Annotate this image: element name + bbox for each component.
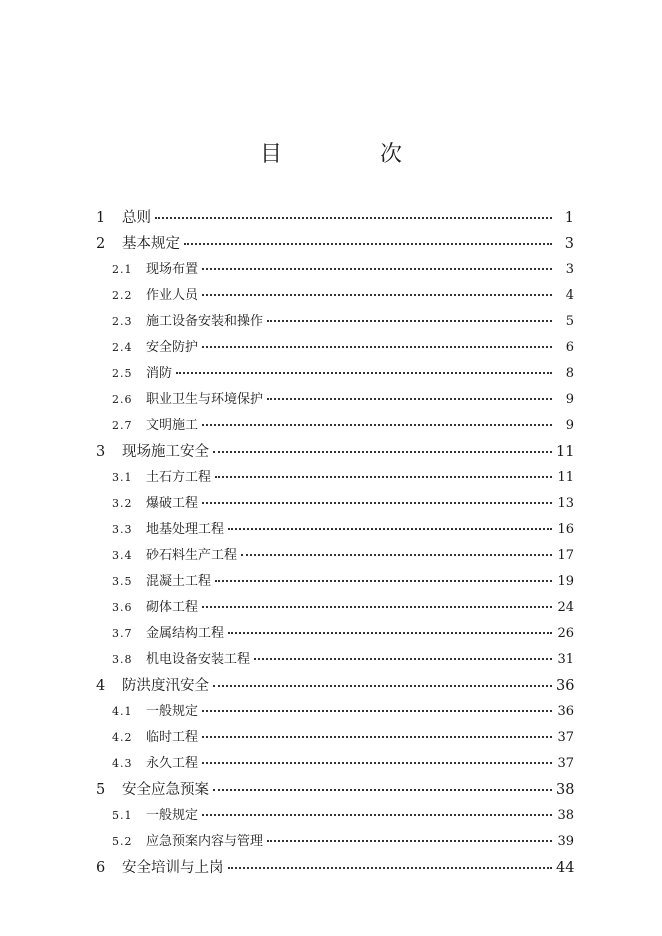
- toc-entry: [96, 674, 574, 695]
- dot-leader: [184, 243, 552, 245]
- toc-entry-label: 总则: [122, 210, 151, 226]
- toc-entry-label: 临时工程: [146, 730, 199, 745]
- toc-entry-number: 2.1: [112, 263, 133, 276]
- toc-entry-page: 44: [556, 860, 575, 876]
- toc-entry-number: 3: [96, 444, 106, 460]
- toc-entry-number: 2.5: [112, 367, 133, 380]
- toc-entry-page: 3: [565, 262, 574, 277]
- toc-entry: [112, 648, 574, 667]
- toc-entry-number: 3.6: [112, 601, 133, 614]
- toc-entry-page: 36: [557, 704, 574, 719]
- dot-leader: [202, 762, 552, 764]
- toc-entry: [112, 570, 574, 589]
- toc-entry-label: 地基处理工程: [146, 522, 225, 537]
- toc-entry: [112, 830, 574, 849]
- toc-entry-number: 2.7: [112, 419, 133, 432]
- toc-entry-label: 应急预案内容与管理: [146, 834, 264, 849]
- toc-entry-number: 3.2: [112, 497, 133, 510]
- toc-entry-label: 爆破工程: [146, 496, 199, 511]
- dot-leader: [213, 789, 552, 791]
- toc-entry-page: 36: [556, 678, 575, 694]
- toc-entry-page: 39: [557, 834, 574, 849]
- toc-entry-label: 文明施工: [146, 418, 199, 433]
- toc-entry-number: 3.3: [112, 523, 133, 536]
- toc-entry-number: 3.4: [112, 549, 133, 562]
- toc-entry-page: 37: [557, 756, 574, 771]
- page-title: 目 次: [259, 142, 440, 167]
- toc-entry-page: 3: [564, 236, 574, 252]
- toc-entry-number: 5.2: [112, 835, 133, 848]
- toc-entry-number: 5: [96, 782, 106, 798]
- toc-entry-page: 13: [557, 496, 574, 511]
- toc-entry-page: 5: [565, 314, 574, 329]
- toc-entry-label: 安全应急预案: [122, 782, 209, 798]
- toc-entry-label: 现场施工安全: [122, 444, 209, 460]
- toc-entry-page: 6: [565, 340, 574, 355]
- toc-entry: [96, 440, 574, 461]
- toc-entry: [112, 414, 574, 433]
- toc-entry-number: 2.4: [112, 341, 133, 354]
- toc-entry: [112, 622, 574, 641]
- dot-leader: [228, 632, 552, 634]
- dot-leader: [267, 840, 552, 842]
- toc-entry: [112, 336, 574, 355]
- toc-entry-page: 19: [557, 574, 574, 589]
- toc-entry-label: 砌体工程: [146, 600, 199, 615]
- toc-entry-page: 8: [565, 366, 574, 381]
- toc-entry-label: 金属结构工程: [146, 626, 225, 641]
- toc-entry-number: 3.8: [112, 653, 133, 666]
- toc-entry-page: 11: [556, 444, 575, 460]
- dot-leader: [202, 606, 552, 608]
- dot-leader: [241, 554, 552, 556]
- toc-entry-label: 基本规定: [122, 236, 180, 252]
- toc-entry-number: 4.2: [112, 731, 133, 744]
- toc-entry-number: 3.7: [112, 627, 133, 640]
- toc-entry-page: 16: [557, 522, 574, 537]
- toc-entry-page: 9: [565, 418, 574, 433]
- dot-leader: [215, 580, 552, 582]
- toc-entry-page: 38: [556, 782, 575, 798]
- toc-entry-number: 6: [96, 860, 106, 876]
- toc-entry-label: 现场布置: [146, 262, 199, 277]
- toc-entry-label: 土石方工程: [146, 470, 212, 485]
- toc-entry: [112, 362, 574, 381]
- toc-entry-label: 防洪度汛安全: [122, 678, 209, 694]
- toc-entry-number: 4: [96, 678, 106, 694]
- dot-leader: [155, 217, 552, 219]
- toc-entry-number: 4.1: [112, 705, 133, 718]
- toc-entry: [112, 466, 574, 485]
- dot-leader: [228, 528, 552, 530]
- dot-leader: [202, 294, 552, 296]
- dot-leader: [213, 451, 552, 453]
- dot-leader: [176, 372, 552, 374]
- dot-leader: [202, 814, 552, 816]
- dot-leader: [254, 658, 552, 660]
- toc-entry-number: 2: [96, 236, 106, 252]
- toc-entry: [112, 310, 574, 329]
- toc-entry: [112, 258, 574, 277]
- toc-entry-label: 永久工程: [146, 756, 199, 771]
- toc-entry-number: 1: [96, 210, 106, 226]
- toc-entry: [112, 726, 574, 745]
- toc-entry-page: 26: [557, 626, 574, 641]
- toc-entry: [112, 804, 574, 823]
- toc-entry: [112, 284, 574, 303]
- toc-entry-page: 9: [565, 392, 574, 407]
- toc-entry-number: 5.1: [112, 809, 133, 822]
- toc-entry-number: 2.2: [112, 289, 133, 302]
- dot-leader: [202, 268, 552, 270]
- toc-entry: [96, 856, 574, 877]
- toc-entry: [112, 518, 574, 537]
- toc-entry-page: 37: [557, 730, 574, 745]
- dot-leader: [267, 320, 552, 322]
- toc-entry-label: 安全培训与上岗: [122, 860, 224, 876]
- toc-entry: [112, 492, 574, 511]
- toc-entry-number: 3.5: [112, 575, 133, 588]
- toc-entry-label: 一般规定: [146, 808, 199, 823]
- toc-entry-label: 安全防护: [146, 340, 199, 355]
- dot-leader: [202, 502, 552, 504]
- toc-entry-page: 31: [557, 652, 574, 667]
- toc-entry-label: 混凝土工程: [146, 574, 212, 589]
- toc-entry: [96, 206, 574, 227]
- dot-leader: [215, 476, 552, 478]
- toc-entry-page: 1: [564, 210, 574, 226]
- toc-entry: [112, 596, 574, 615]
- dot-leader: [267, 398, 552, 400]
- toc-entry-number: 4.3: [112, 757, 133, 770]
- toc-entry-page: 24: [557, 600, 574, 615]
- toc-entry-label: 消防: [146, 366, 173, 381]
- toc-entry-number: 2.3: [112, 315, 133, 328]
- toc-entry-page: 38: [557, 808, 574, 823]
- toc-entry-label: 作业人员: [146, 288, 199, 303]
- toc-entry: [112, 544, 574, 563]
- toc-entry-label: 职业卫生与环境保护: [146, 392, 264, 407]
- toc-entry: [112, 700, 574, 719]
- dot-leader: [202, 736, 552, 738]
- dot-leader: [202, 424, 552, 426]
- toc-entry-number: 3.1: [112, 471, 133, 484]
- toc-entry-label: 一般规定: [146, 704, 199, 719]
- toc-entry-page: 4: [565, 288, 574, 303]
- toc-entry-page: 11: [557, 470, 574, 485]
- toc-entry-label: 施工设备安装和操作: [146, 314, 264, 329]
- toc-entry: [112, 752, 574, 771]
- dot-leader: [202, 346, 552, 348]
- toc-entry-number: 2.6: [112, 393, 133, 406]
- toc-entry: [96, 232, 574, 253]
- toc-entry-label: 机电设备安装工程: [146, 652, 251, 667]
- toc-entry: [96, 778, 574, 799]
- toc-entry-label: 砂石料生产工程: [146, 548, 238, 563]
- dot-leader: [228, 867, 553, 869]
- toc-entry-page: 17: [557, 548, 574, 563]
- dot-leader: [213, 685, 552, 687]
- dot-leader: [202, 710, 552, 712]
- toc-entry: [112, 388, 574, 407]
